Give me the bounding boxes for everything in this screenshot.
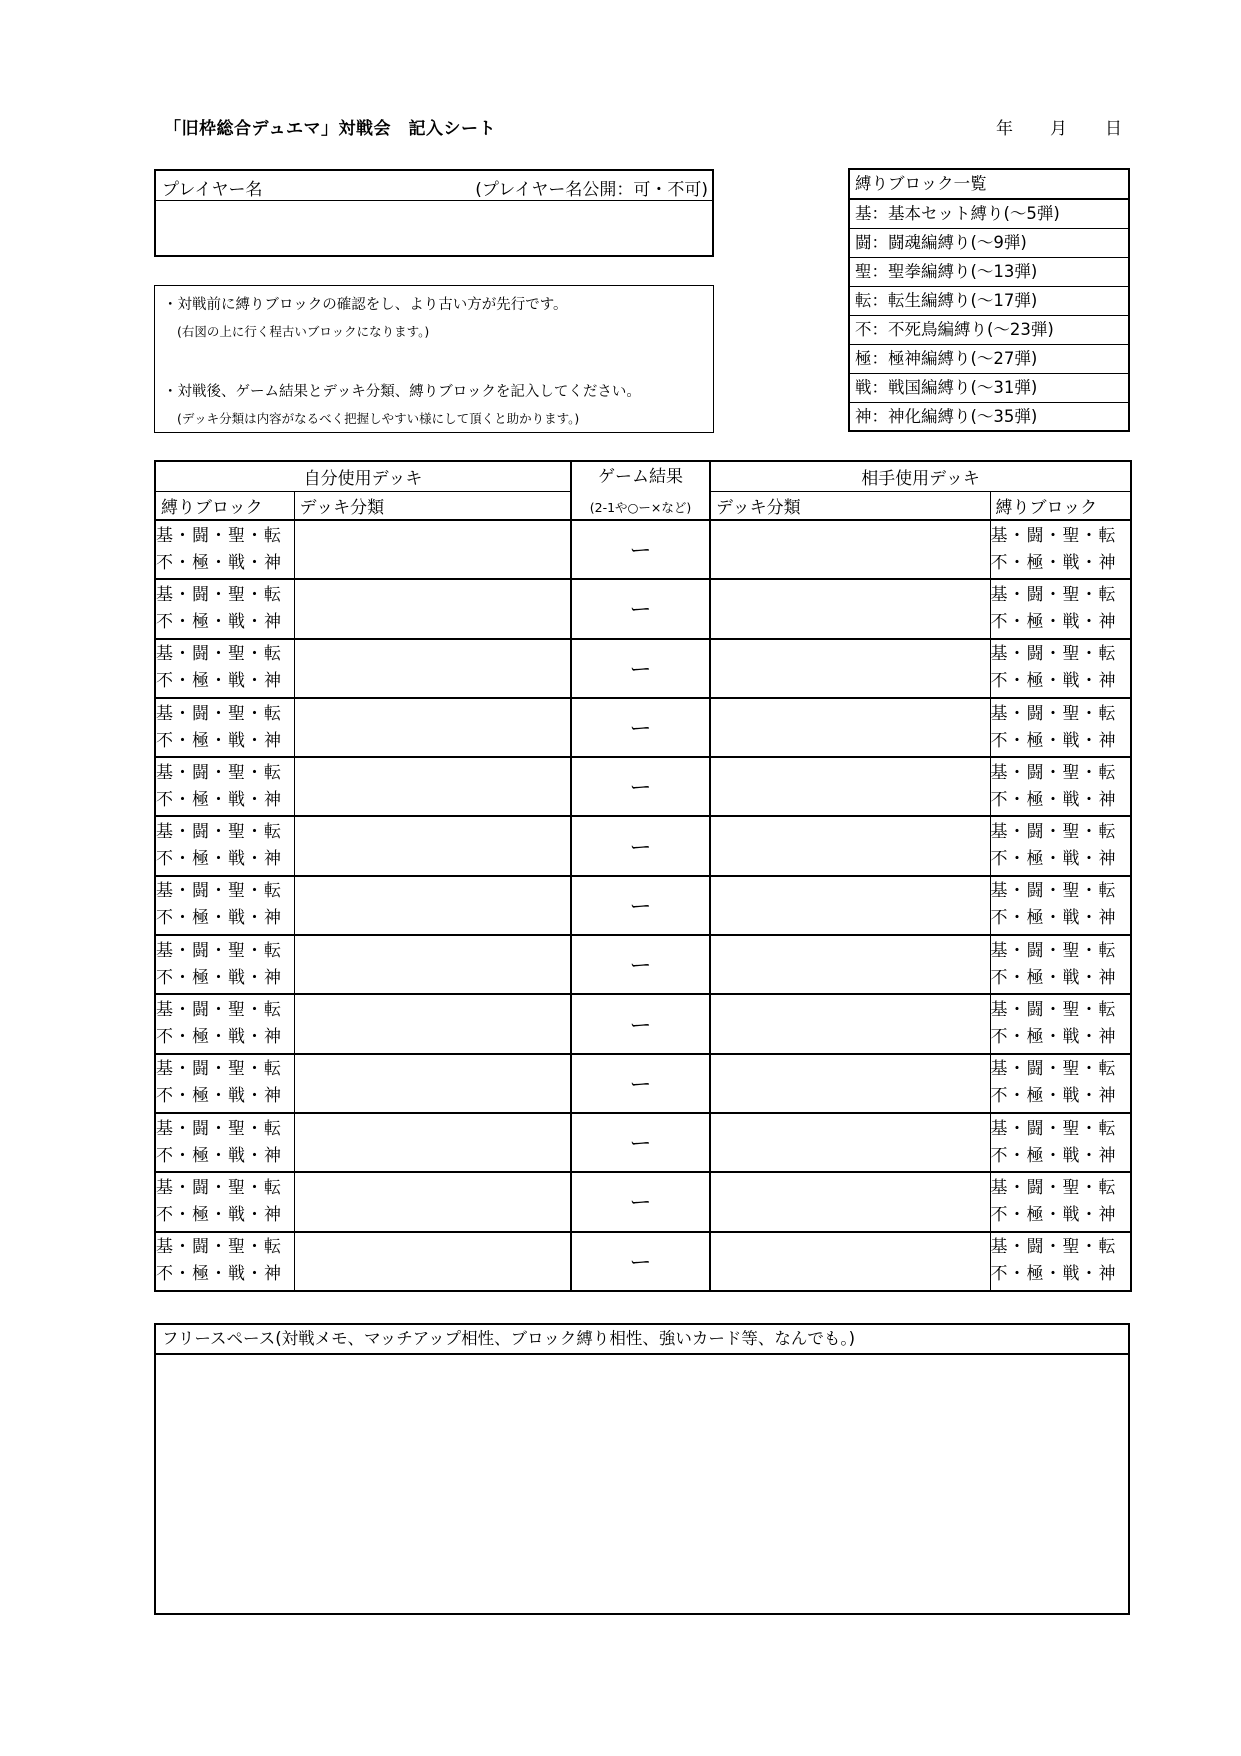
opp-block-cell[interactable] xyxy=(990,1113,1131,1172)
block-line-1: 基・闘・聖・転 xyxy=(156,644,282,665)
block-line-2: 不・極・戦・神 xyxy=(156,611,282,632)
opp-block-cell[interactable] xyxy=(990,579,1131,638)
own-block-cell[interactable] xyxy=(155,1054,294,1113)
opp-block-cell[interactable] xyxy=(990,1054,1131,1113)
opp-deck-col-header: デッキ分類 xyxy=(710,491,990,520)
opp-deck-cell[interactable] xyxy=(710,816,990,875)
notes-box xyxy=(154,285,714,433)
date-year-label: 年 xyxy=(996,119,1013,139)
block-line-1: 基・闘・聖・転 xyxy=(990,762,1117,783)
block-item: 戦：戦国編縛り(～31弾) xyxy=(850,374,1128,403)
opp-deck-cell[interactable] xyxy=(710,1054,990,1113)
free-space-box xyxy=(154,1323,1130,1615)
opp-deck-cell[interactable] xyxy=(710,698,990,757)
record-row xyxy=(155,579,1131,638)
block-line-2: 不・極・戦・神 xyxy=(990,671,1117,692)
opp-deck-cell[interactable] xyxy=(710,520,990,579)
opp-deck-cell[interactable] xyxy=(710,639,990,698)
block-line-2: 不・極・戦・神 xyxy=(990,1204,1117,1225)
own-deck-cell[interactable] xyxy=(294,579,571,638)
block-line-1: 基・闘・聖・転 xyxy=(990,525,1117,546)
opp-deck-cell[interactable] xyxy=(710,1113,990,1172)
record-row xyxy=(155,994,1131,1053)
block-line-1: 基・闘・聖・転 xyxy=(156,762,282,783)
opp-block-cell[interactable] xyxy=(990,876,1131,935)
note-line-1-sub: (右図の上に行く程古いブロックになります。) xyxy=(177,324,430,339)
game-result-cell[interactable]: ー xyxy=(571,1172,710,1231)
block-line-1: 基・闘・聖・転 xyxy=(156,1118,282,1139)
block-line-2: 不・極・戦・神 xyxy=(156,1027,282,1048)
player-name-box xyxy=(154,169,714,257)
opp-deck-cell[interactable] xyxy=(710,579,990,638)
block-line-2: 不・極・戦・神 xyxy=(990,1086,1117,1107)
block-line-1: 基・闘・聖・転 xyxy=(990,644,1117,665)
own-block-cell[interactable] xyxy=(155,579,294,638)
own-deck-cell[interactable] xyxy=(294,816,571,875)
own-deck-cell[interactable] xyxy=(294,1054,571,1113)
own-deck-cell[interactable] xyxy=(294,1113,571,1172)
own-block-cell[interactable] xyxy=(155,994,294,1053)
block-line-2: 不・極・戦・神 xyxy=(156,1086,282,1107)
block-list xyxy=(848,168,1130,432)
date-day-label: 日 xyxy=(1105,119,1122,139)
block-line-1: 基・闘・聖・転 xyxy=(156,525,282,546)
record-row xyxy=(155,935,1131,994)
game-result-cell[interactable]: ー xyxy=(571,698,710,757)
opp-block-cell[interactable] xyxy=(990,1232,1131,1291)
own-deck-cell[interactable] xyxy=(294,757,571,816)
game-result-cell[interactable]: ー xyxy=(571,816,710,875)
block-line-1: 基・闘・聖・転 xyxy=(990,1118,1117,1139)
own-deck-cell[interactable] xyxy=(294,639,571,698)
block-item: 不：不死鳥編縛り(～23弾) xyxy=(850,316,1128,345)
game-result-label: ゲーム結果 xyxy=(598,467,684,487)
player-name-header xyxy=(156,171,712,201)
own-block-col-header: 縛りブロック xyxy=(155,491,294,520)
block-line-1: 基・闘・聖・転 xyxy=(990,1059,1117,1080)
block-line-1: 基・闘・聖・転 xyxy=(156,822,282,843)
own-deck-cell[interactable] xyxy=(294,994,571,1053)
record-row xyxy=(155,876,1131,935)
game-result-cell[interactable]: ー xyxy=(571,1054,710,1113)
free-space-field[interactable] xyxy=(156,1355,1128,1613)
own-block-cell[interactable] xyxy=(155,816,294,875)
own-block-cell[interactable] xyxy=(155,876,294,935)
game-result-cell[interactable]: ー xyxy=(571,1232,710,1291)
block-line-1: 基・闘・聖・転 xyxy=(156,584,282,605)
block-line-2: 不・極・戦・神 xyxy=(990,1145,1117,1166)
opp-block-cell[interactable] xyxy=(990,1172,1131,1231)
block-item: 闘：闘魂編縛り(～9弾) xyxy=(850,229,1128,258)
block-line-1: 基・闘・聖・転 xyxy=(990,1177,1117,1198)
opp-deck-cell[interactable] xyxy=(710,876,990,935)
own-block-cell[interactable] xyxy=(155,698,294,757)
own-deck-cell[interactable] xyxy=(294,876,571,935)
opp-deck-cell[interactable] xyxy=(710,757,990,816)
note-line-2: ・対戦後、ゲーム結果とデッキ分類、縛りブロックを記入してください。 xyxy=(163,384,641,400)
block-line-1: 基・闘・聖・転 xyxy=(990,1237,1117,1258)
record-row xyxy=(155,1113,1131,1172)
opp-block-cell[interactable] xyxy=(990,994,1131,1053)
block-line-1: 基・闘・聖・転 xyxy=(156,881,282,902)
own-deck-cell[interactable] xyxy=(294,520,571,579)
opp-deck-cell[interactable] xyxy=(710,1172,990,1231)
record-row xyxy=(155,1232,1131,1291)
game-result-header xyxy=(571,461,710,520)
game-result-cell[interactable]: ー xyxy=(571,520,710,579)
game-result-cell[interactable]: ー xyxy=(571,994,710,1053)
block-line-2: 不・極・戦・神 xyxy=(156,671,282,692)
block-line-1: 基・闘・聖・転 xyxy=(156,1177,282,1198)
own-block-cell[interactable] xyxy=(155,1232,294,1291)
own-block-cell[interactable] xyxy=(155,639,294,698)
opp-block-cell[interactable] xyxy=(990,757,1131,816)
block-line-1: 基・闘・聖・転 xyxy=(990,703,1117,724)
own-deck-cell[interactable] xyxy=(294,935,571,994)
block-line-1: 基・闘・聖・転 xyxy=(990,584,1117,605)
block-line-2: 不・極・戦・神 xyxy=(990,611,1117,632)
block-line-2: 不・極・戦・神 xyxy=(156,552,282,573)
block-line-2: 不・極・戦・神 xyxy=(156,849,282,870)
page-title: 「旧枠総合デュエマ」対戦会 記入シート xyxy=(164,119,496,139)
note-line-1: ・対戦前に縛りブロックの確認をし、より古い方が先行です。 xyxy=(163,297,568,313)
game-result-cell[interactable]: ー xyxy=(571,935,710,994)
record-row xyxy=(155,520,1131,579)
record-row xyxy=(155,1054,1131,1113)
block-item: 極：極神編縛り(～27弾) xyxy=(850,345,1128,374)
block-item: 聖：聖拳編縛り(～13弾) xyxy=(850,258,1128,287)
opp-block-col-header: 縛りブロック xyxy=(990,491,1131,520)
record-row xyxy=(155,639,1131,698)
block-item: 転：転生編縛り(～17弾) xyxy=(850,287,1128,316)
block-list-title: 縛りブロック一覧 xyxy=(850,170,1128,200)
block-line-2: 不・極・戦・神 xyxy=(156,789,282,810)
own-block-cell[interactable] xyxy=(155,757,294,816)
block-line-1: 基・闘・聖・転 xyxy=(990,1000,1117,1021)
block-line-1: 基・闘・聖・転 xyxy=(156,1000,282,1021)
opp-block-cell[interactable] xyxy=(990,639,1131,698)
block-line-1: 基・闘・聖・転 xyxy=(156,1237,282,1258)
block-line-2: 不・極・戦・神 xyxy=(156,1145,282,1166)
opp-deck-cell[interactable] xyxy=(710,1232,990,1291)
block-line-1: 基・闘・聖・転 xyxy=(990,881,1117,902)
block-line-2: 不・極・戦・神 xyxy=(990,908,1117,929)
player-public-note: (プレイヤー名公開：可・不可) xyxy=(475,180,708,200)
own-deck-cell[interactable] xyxy=(294,1172,571,1231)
block-line-2: 不・極・戦・神 xyxy=(156,967,282,988)
free-space-title: フリースペース(対戦メモ、マッチアップ相性、ブロック縛り相性、強いカード等、なんでも。) xyxy=(156,1325,1128,1355)
record-row xyxy=(155,698,1131,757)
block-line-1: 基・闘・聖・転 xyxy=(156,940,282,961)
own-block-cell[interactable] xyxy=(155,520,294,579)
opp-deck-header: 相手使用デッキ xyxy=(710,461,1131,491)
game-result-cell[interactable]: ー xyxy=(571,579,710,638)
block-line-2: 不・極・戦・神 xyxy=(990,1264,1117,1285)
block-line-2: 不・極・戦・神 xyxy=(156,908,282,929)
own-deck-header: 自分使用デッキ xyxy=(155,461,571,491)
player-name-field[interactable] xyxy=(156,201,712,255)
block-line-2: 不・極・戦・神 xyxy=(990,967,1117,988)
game-result-cell[interactable]: ー xyxy=(571,1113,710,1172)
player-name-label: プレイヤー名 xyxy=(162,180,263,200)
opp-deck-cell[interactable] xyxy=(710,935,990,994)
game-result-cell[interactable]: ー xyxy=(571,757,710,816)
block-line-2: 不・極・戦・神 xyxy=(156,730,282,751)
note-line-2-sub: (デッキ分類は内容がなるべく把握しやすい様にして頂くと助かります。) xyxy=(177,411,580,426)
game-result-cell[interactable]: ー xyxy=(571,639,710,698)
record-row xyxy=(155,816,1131,875)
game-result-hint: (2-1や○ー×など) xyxy=(589,500,692,515)
block-line-1: 基・闘・聖・転 xyxy=(156,703,282,724)
own-block-cell[interactable] xyxy=(155,1113,294,1172)
own-deck-col-header: デッキ分類 xyxy=(294,491,571,520)
block-item: 神：神化編縛り(～35弾) xyxy=(855,407,1038,426)
opp-deck-cell[interactable] xyxy=(710,994,990,1053)
block-line-1: 基・闘・聖・転 xyxy=(990,822,1117,843)
opp-block-cell[interactable] xyxy=(990,520,1131,579)
block-line-2: 不・極・戦・神 xyxy=(990,849,1117,870)
opp-block-cell[interactable] xyxy=(990,935,1131,994)
record-row xyxy=(155,757,1131,816)
game-result-cell[interactable]: ー xyxy=(571,876,710,935)
block-line-2: 不・極・戦・神 xyxy=(156,1204,282,1225)
block-line-1: 基・闘・聖・転 xyxy=(156,1059,282,1080)
block-line-1: 基・闘・聖・転 xyxy=(990,940,1117,961)
date-month-label: 月 xyxy=(1050,119,1067,139)
opp-block-cell[interactable] xyxy=(990,816,1131,875)
own-block-cell[interactable] xyxy=(155,1172,294,1231)
record-table xyxy=(154,460,1132,1292)
block-item: 基：基本セット縛り(～5弾) xyxy=(850,200,1128,229)
block-line-2: 不・極・戦・神 xyxy=(990,1027,1117,1048)
block-line-2: 不・極・戦・神 xyxy=(990,789,1117,810)
block-line-2: 不・極・戦・神 xyxy=(990,730,1117,751)
own-deck-cell[interactable] xyxy=(294,698,571,757)
own-deck-cell[interactable] xyxy=(294,1232,571,1291)
block-line-2: 不・極・戦・神 xyxy=(156,1264,282,1285)
block-line-2: 不・極・戦・神 xyxy=(990,552,1117,573)
record-row xyxy=(155,1172,1131,1231)
own-block-cell[interactable] xyxy=(155,935,294,994)
opp-block-cell[interactable] xyxy=(990,698,1131,757)
